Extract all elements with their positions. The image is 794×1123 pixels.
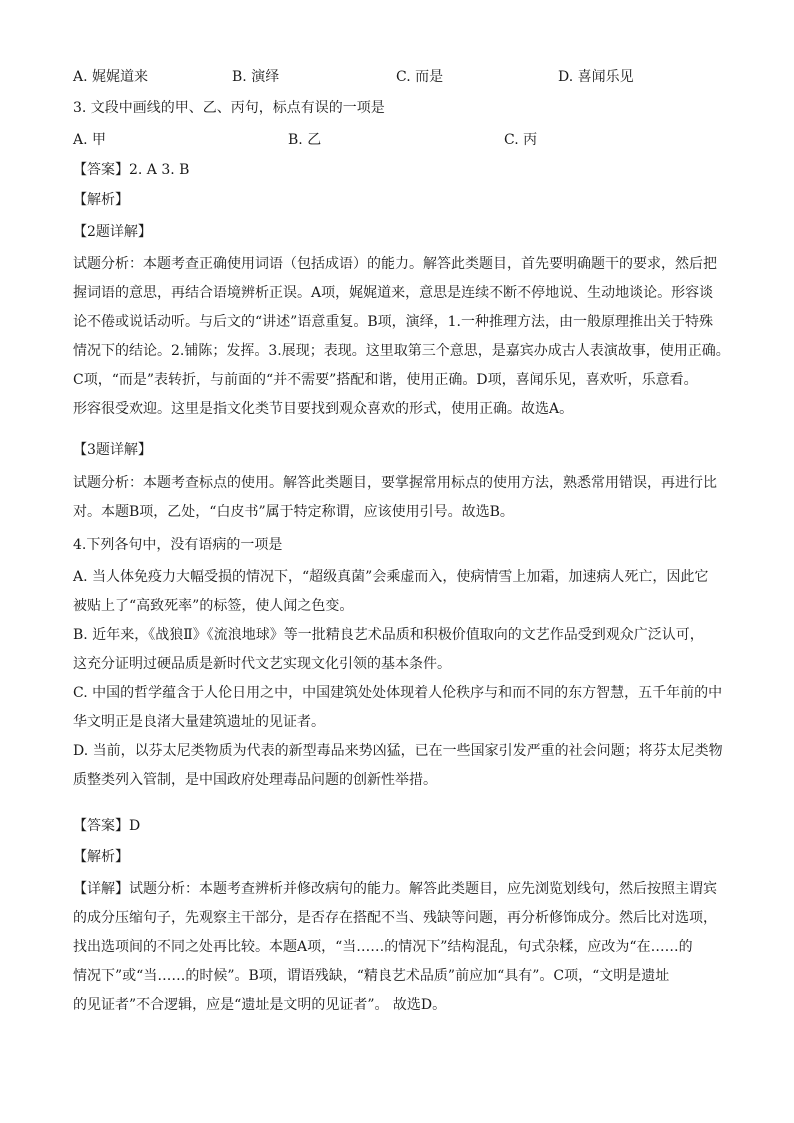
q4-option-d-line: D. 当前，以芬太尼类物质为代表的新型毒品来势凶猛，已在一些国家引发严重的社会问题；将芬太尼类物 [73, 743, 723, 759]
text-line: 对。本题B项，乙处，“白皮书”属于特定称谓，应该使用引号。故选B。 [73, 504, 514, 520]
q3-stem: 3. 文段中画线的甲、乙、丙句，标点有误的一项是 [73, 100, 385, 116]
q4-option-c-line: 华文明正是良渚大量建筑遗址的见证者。 [73, 714, 325, 730]
analysis-label: 【解析】 [73, 849, 129, 865]
q3-option-a: A. 甲 [73, 132, 107, 148]
q4-option-b-line: 这充分证明过硬品质是新时代文艺实现文化引领的基本条件。 [73, 656, 451, 672]
detail2-title: 【2题详解】 [73, 224, 152, 240]
q3-option-c: C. 丙 [504, 132, 538, 148]
text-line: 形容很受欢迎。这里是指文化类节目要找到观众喜欢的形式，使用正确。故选A。 [73, 401, 574, 417]
text-line: 的成分压缩句子，先观察主干部分，是否存在搭配不当、残缺等问题，再分析修饰成分。然后比对选项， [73, 910, 717, 926]
text-line: 的见证者”不合逻辑，应是“遗址是文明的见证者”。 故选D。 [73, 997, 447, 1013]
answer-label: 【答案】2. A 3. B [73, 162, 190, 178]
q4-option-c-line: C. 中国的哲学蕴含于人伦日用之中，中国建筑处处体现着人伦秩序与和而不同的东方智慧，五千年前的中 [73, 685, 723, 701]
text-line: C项，“而是”表转折，与前面的“并不需要”搭配和谐，使用正确。D项，喜闻乐见，喜欢听，乐意看。 [73, 372, 698, 388]
text-line: 情况下”或“当……的时候”。B项，谓语残缺，“精良艺术品质”前应加“具有”。C项，“文明是遗址 [73, 968, 670, 984]
text-line: 握词语的意思，再结合语境辨析正误。A项，娓娓道来，意思是连续不断不停地说、生动地谈论。形容谈 [73, 285, 714, 301]
text-line: 【详解】试题分析：本题考查辨析并修改病句的能力。解答此类题目，应先浏览划线句，然后按照主谓宾 [73, 881, 717, 897]
detail3-title: 【3题详解】 [73, 442, 152, 458]
answer-label: 【答案】D [73, 818, 141, 834]
text-line: 情况下的结论。2.铺陈；发挥。3.展现；表现。这里取第三个意思，是嘉宾办成古人表演故事，使用正确。 [73, 343, 730, 359]
text-line: 试题分析：本题考查正确使用词语（包括成语）的能力。解答此类题目，首先要明确题干的要求，然后把 [73, 256, 717, 272]
q4-options [73, 563, 723, 795]
q2-option-c: C. 而是 [396, 69, 444, 85]
text-line: 找出选项间的不同之处再比较。本题A项，“当……的情况下”结构混乱，句式杂糅，应改为“在……的 [73, 939, 693, 955]
q4-option-b-line: B. 近年来，《战狼Ⅱ》《流浪地球》等一批精良艺术品质和积极价值取向的文艺作品受到观众广泛认可， [73, 627, 704, 643]
q2-option-b: B. 演绎 [232, 69, 280, 85]
q2-option-d: D. 喜闻乐见 [558, 69, 634, 85]
q2-option-a: A. 娓娓道来 [73, 69, 149, 85]
q4-option-d-line: 质整类列入管制，是中国政府处理毒品问题的创新性举措。 [73, 772, 437, 788]
detail4-paragraph [73, 875, 723, 1020]
detail2-paragraph [73, 250, 730, 424]
detail3-paragraph [73, 469, 723, 527]
q3-option-b: B. 乙 [288, 132, 322, 148]
q4-option-a-line: A. 当人体免疫力大幅受损的情况下，“超级真菌”会乘虚而入，使病情雪上加霜，加速病人死亡，因此它 [73, 569, 709, 585]
analysis-label: 【解析】 [73, 192, 129, 208]
text-line: 试题分析：本题考查标点的使用。解答此类题目，要掌握常用标点的使用方法，熟悉常用错误，再进行比 [73, 475, 717, 491]
q4-stem: 4.下列各句中，没有语病的一项是 [73, 537, 283, 553]
q4-option-a-line: 被贴上了“高致死率”的标签，使人闻之色变。 [73, 598, 354, 614]
text-line: 论不倦或说话动听。与后文的“讲述”语意重复。B项，演绎，1.一种推理方法，由一般原理推出关于特殊 [73, 314, 713, 330]
